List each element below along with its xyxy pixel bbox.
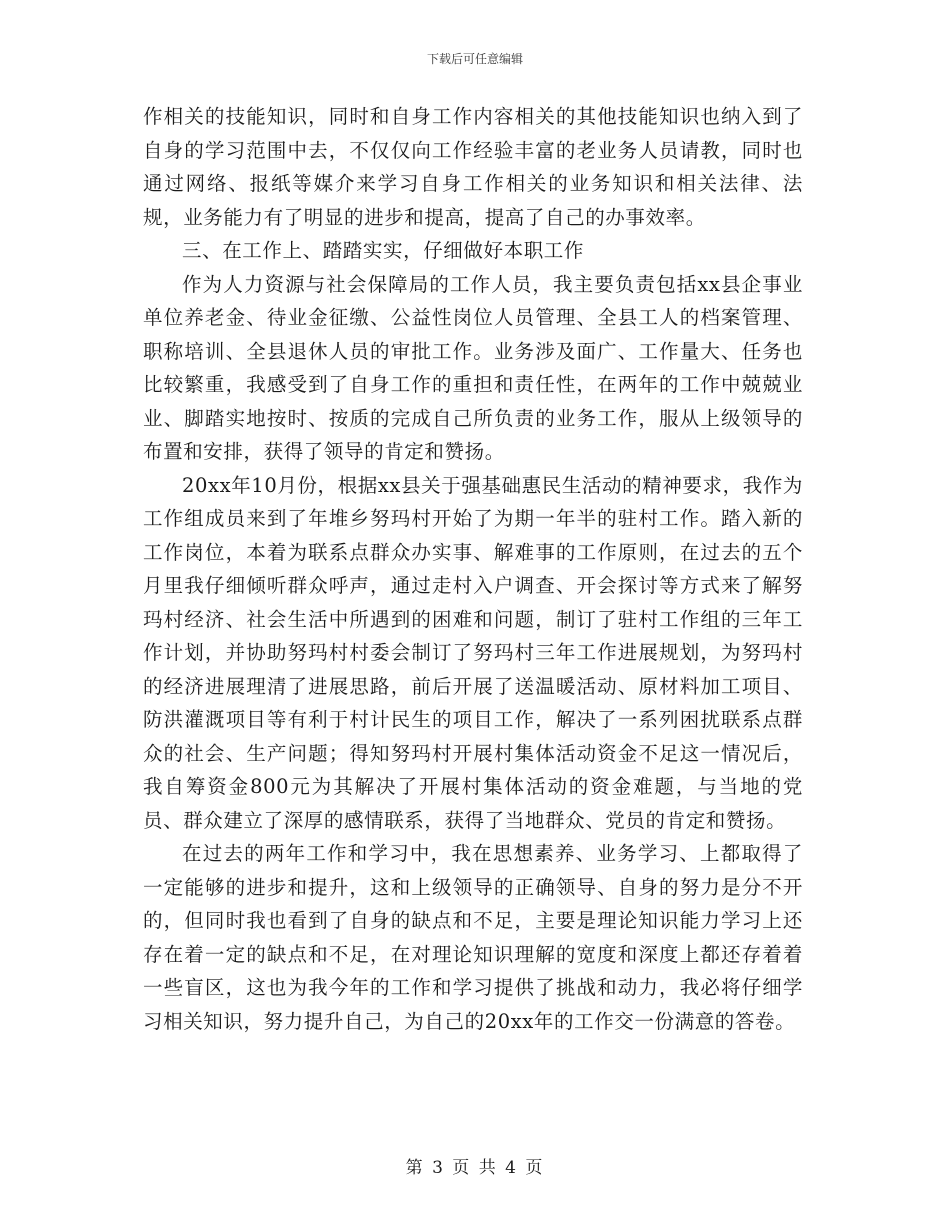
page-header: 下载后可任意编辑 — [426, 52, 523, 66]
paragraph-village-work: 20xx年10月份，根据xx县关于强基础惠民生活动的精神要求，我作为工作组成员来到了年堆乡努玛村开始了为期一年半的驻村工作。踏入新的工作岗位，本着为联系点群众办实事、解难事的工作原则，在过去的五个月里我仔细倾听群众呼声，通过走村入户调查、开会探讨等方式来了解努玛村经济、社会生活中所遇到的困难和问题，制订了驻村工作组的三年工作计划，并协助努玛村村委会制订了努玛村三年工作进展规划，为努玛村的经济进展理清了进展思路，前后开展了送温暖活动、原材料加工项目、防洪灌溉项目等有利于村计民生的项目工作，解决了一系列困扰联系点群众的社会、生产问题；得知努玛村开展村集体活动资金不足这一情况后，我自筹资金800元为其解决了开展村集体活动的资金难题，与当地的党员、群众建立了深厚的感情联系，获得了当地群众、党员的肯定和赞扬。 — [143, 473, 804, 832]
paragraph-continuation: 作相关的技能知识，同时和自身工作内容相关的其他技能知识也纳入到了自身的学习范围中去，不仅仅向工作经验丰富的老业务人员请教，同时也通过网络、报纸等媒介来学习自身工作相关的业务知识和相关法律、法规，业务能力有了明显的进步和提高，提高了自己的办事效率。 — [143, 105, 803, 229]
page-footer: 第 3 页 共 4 页 — [405, 1158, 545, 1178]
paragraph-summary: 在过去的两年工作和学习中，我在思想素养、业务学习、上都取得了一定能够的进步和提升，这和上级领导的正确领导、自身的努力是分不开的，但同时我也看到了自身的缺点和不足，主要是理论知识能力学习上还存在着一定的缺点和不足，在对理论知识理解的宽度和深度上都还存着着一些盲区，这也为我今年的工作和学习提供了挑战和动力，我必将仔细学习相关知识，努力提升自己，为自己的20xx年的工作交一份满意的答卷。 — [143, 842, 803, 1033]
document-body — [143, 100, 803, 1038]
paragraph-job-duties: 作为人力资源与社会保障局的工作人员，我主要负责包括xx县企事业单位养老金、待业金征缴、公益性岗位人员管理、全县工人的档案管理、职称培训、全县退休人员的审批工作。业务涉及面广、工作量大、任务也比较繁重，我感受到了自身工作的重担和责任性，在两年的工作中兢兢业业、脚踏实地按时、按质的完成自己所负责的业务工作，服从上级领导的布置和安排，获得了领导的肯定和赞扬。 — [143, 272, 803, 463]
section-heading: 三、在工作上、踏踏实实，仔细做好本职工作 — [182, 239, 585, 262]
